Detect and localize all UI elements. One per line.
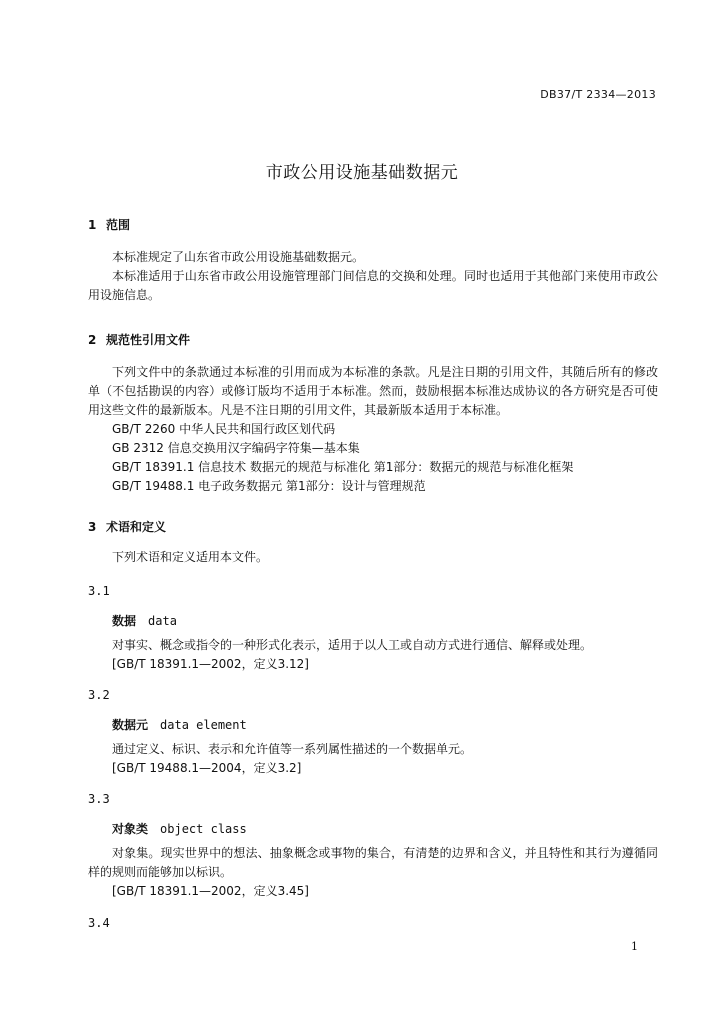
term-heading [112,820,247,837]
section-number: 1 [88,218,97,232]
section-heading-scope [88,216,130,233]
section-number: 2 [88,333,97,347]
term-english: data [148,614,177,628]
term-english: data element [160,718,247,732]
section-heading-normative-references [88,331,190,348]
term-chinese: 数据 [112,614,137,628]
reference-item: GB 2312 信息交换用汉字编码字符集—基本集 [112,441,360,455]
clause-number: 3.4 [88,916,110,930]
term-heading [112,612,177,629]
normative-paragraph: 下列文件中的条款通过本标准的引用而成为本标准的条款。凡是注日期的引用文件，其随后所有的修改单（不包括勘误的内容）或修订版均不适用于本标准。然而，鼓励根据本标准达成协议的各方研究是否可使用这些文件的最新版本。凡是不注日期的引用文件，其最新版本适用于本标准。 [88,365,658,417]
term-definition: 对象集。现实世界中的想法、抽象概念或事物的集合，有清楚的边界和含义，并且特性和其行为遵循同样的规则而能够加以标识。 [88,846,658,879]
section-title: 术语和定义 [106,520,167,534]
page-header-standard-id: DB37/T 2334—2013 [540,88,656,101]
term-english: object class [160,822,247,836]
term-source: [GB/T 18391.1—2002，定义3.12] [112,657,309,671]
term-chinese: 数据元 [112,718,149,732]
clause-number: 3.3 [88,792,110,806]
term-definition: 对事实、概念或指令的一种形式化表示，适用于以人工或自动方式进行通信、解释或处理。 [112,638,593,652]
term-source: [GB/T 18391.1—2002，定义3.45] [112,884,309,898]
reference-item: GB/T 19488.1 电子政务数据元 第1部分：设计与管理规范 [112,479,426,493]
clause-number: 3.2 [88,688,110,702]
reference-item: GB/T 18391.1 信息技术 数据元的规范与标准化 第1部分：数据元的规范与标准化框架 [112,460,574,474]
section-number: 3 [88,520,97,534]
term-heading [112,716,247,733]
reference-item: GB/T 2260 中华人民共和国行政区划代码 [112,422,336,436]
scope-paragraph-2: 本标准适用于山东省市政公用设施管理部门间信息的交换和处理。同时也适用于其他部门来使用市政公用设施信息。 [88,269,658,302]
term-definition: 通过定义、标识、表示和允许值等一系列属性描述的一个数据单元。 [112,742,473,756]
term-chinese: 对象类 [112,822,149,836]
document-title: 市政公用设施基础数据元 [265,163,459,183]
term-source: [GB/T 19488.1—2004，定义3.2] [112,761,302,775]
section-heading-terms-definitions [88,518,166,535]
clause-number: 3.1 [88,584,110,598]
page-number: 1 [631,940,638,953]
terms-intro: 下列术语和定义适用本文件。 [112,550,269,564]
section-title: 规范性引用文件 [106,333,191,347]
scope-paragraph-1: 本标准规定了山东省市政公用设施基础数据元。 [112,250,365,264]
section-title: 范围 [106,218,131,232]
